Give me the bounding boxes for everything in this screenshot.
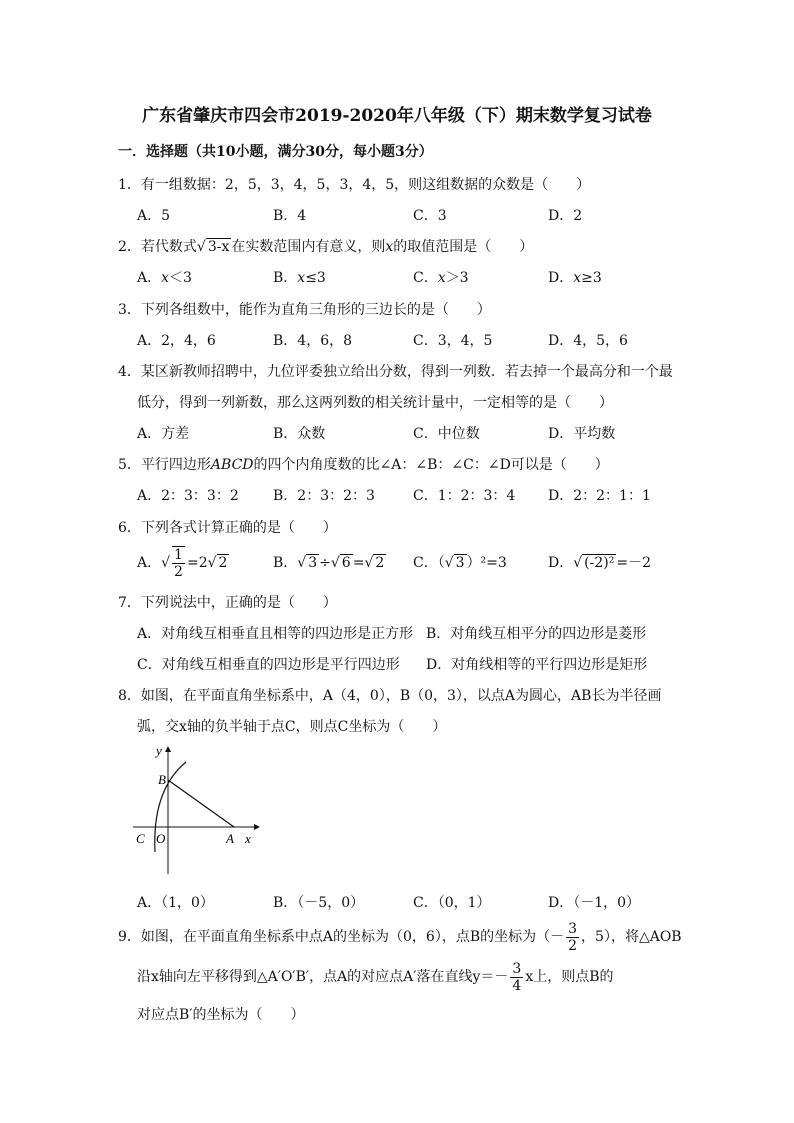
question-3-stem: 3．下列各组数中，能作为直角三角形的三边长的是（ ）: [118, 302, 491, 318]
q1-option-a: A．5: [137, 208, 171, 224]
q2-option-b: B．x≤3: [273, 270, 326, 286]
q7-option-d: D．对角线相等的平行四边形是矩形: [426, 657, 648, 673]
label-a: A: [226, 831, 234, 846]
q3-option-c: C．3，4，5: [413, 333, 493, 349]
q6-option-a: A．√ $\frac{1}{2}$ =2√ 2: [137, 547, 228, 580]
question-2-stem: [118, 237, 533, 257]
q1-option-b: B．4: [273, 208, 307, 224]
q3-option-b: B．4，6，8: [273, 333, 353, 349]
q2-text-pre: 2．若代数式: [118, 239, 197, 255]
q8-option-a: A．（1，0）: [137, 895, 214, 911]
question-9-line3: 对应点B′的坐标为（ ）: [137, 1007, 305, 1023]
q2-option-d: D．x≥3: [548, 270, 602, 286]
q2-var: x: [385, 239, 394, 255]
q5-option-c: C．1：2：3：4: [413, 488, 516, 504]
q6-option-b: B．√ 3 ÷√ 6 =√ 2: [273, 555, 385, 571]
q2-option-a: A．x＜3: [137, 270, 192, 286]
question-1-stem: 1．有一组数据：2，5，3，4，5，3，4，5，则这组数据的众数是（ ）: [118, 177, 591, 193]
segment-ab: [168, 780, 234, 827]
q2-radicand: 3-x: [207, 239, 230, 255]
q3-option-d: D．4，5，6: [548, 333, 628, 349]
q6-option-c: C．（√ 3 ）²=3: [413, 555, 507, 571]
q1-option-c: C．3: [413, 208, 447, 224]
q8-figure: [128, 742, 268, 880]
label-y: y: [156, 743, 162, 758]
q4-option-d: D．平均数: [548, 426, 616, 442]
q2-option-c: C．x＞3: [413, 270, 469, 286]
label-b: B: [158, 772, 166, 787]
q1-option-d: D．2: [548, 208, 583, 224]
q6-option-d: D．√ (-2)² =－2: [548, 555, 651, 571]
sqrt-sign: √: [196, 239, 206, 255]
question-4-stem-line1: 4．某区新教师招聘中，九位评委独立给出分数，得到一列数．若去掉一个最高分和一个最: [118, 364, 673, 380]
question-8-stem-line1: 8．如图，在平面直角坐标系中，A（4，0），B（0，3），以点A为圆心，AB长为半径画: [118, 688, 662, 704]
q8-option-c: C．（0，1）: [413, 895, 491, 911]
question-9-line2: 沿x轴向左平移得到△A′O′B′，点A的对应点A′落在直线y＝－ $\frac{3}{4}$ x上，则点B的: [137, 960, 614, 994]
q4-option-c: C．中位数: [413, 426, 480, 442]
label-o: O: [156, 831, 166, 846]
q2-text-post: 在实数范围内有意义，则: [231, 239, 386, 255]
page-title: 广东省肇庆市四会市2019-2020年八年级（下）期末数学复习试卷: [142, 106, 652, 126]
q4-option-a: A．方差: [137, 426, 190, 442]
section-heading: 一．选择题（共10小题，满分30分，每小题3分）: [118, 144, 433, 160]
q7-option-b: B．对角线互相平分的四边形是菱形: [426, 626, 647, 642]
q5-option-b: B．2：3：2：3: [273, 488, 375, 504]
q8-option-b: B．（－5，0）: [273, 895, 365, 911]
label-c: C: [136, 831, 145, 846]
q5-option-d: D．2：2：1：1: [548, 488, 651, 504]
q7-option-a: A．对角线互相垂直且相等的四边形是正方形: [137, 626, 414, 642]
question-7-stem: 7．下列说法中，正确的是（ ）: [118, 595, 337, 611]
question-8-stem-line2: 弧，交x轴的负半轴于点C，则点C坐标为（ ）: [137, 719, 447, 735]
label-x: x: [245, 831, 251, 846]
question-4-stem-line2: 低分，得到一列新数，那么这两列数的相关统计量中，一定相等的是（ ）: [137, 395, 613, 411]
q7-option-c: C．对角线互相垂直的四边形是平行四边形: [137, 657, 400, 673]
question-6-stem: 6．下列各式计算正确的是（ ）: [118, 520, 337, 536]
question-9-line1: 9．如图，在平面直角坐标系中点A的坐标为（0，6），点B的坐标为（－ $\frac{3}{2}$ ，5），将△AOB: [118, 920, 682, 954]
q8-option-d: D．（－1，0）: [548, 895, 641, 911]
y-axis-arrow: [165, 746, 171, 752]
question-5-stem: 5．平行四边形ABCD的四个内角度数的比∠A：∠B：∠C：∠D可以是（ ）: [118, 457, 609, 473]
q3-option-a: A．2，4，6: [137, 333, 216, 349]
q5-option-a: A．2：3：3：2: [137, 488, 239, 504]
x-axis-arrow: [254, 824, 260, 830]
q4-option-b: B．众数: [273, 426, 326, 442]
q2-text-post2: 的取值范围是（ ）: [393, 239, 534, 255]
